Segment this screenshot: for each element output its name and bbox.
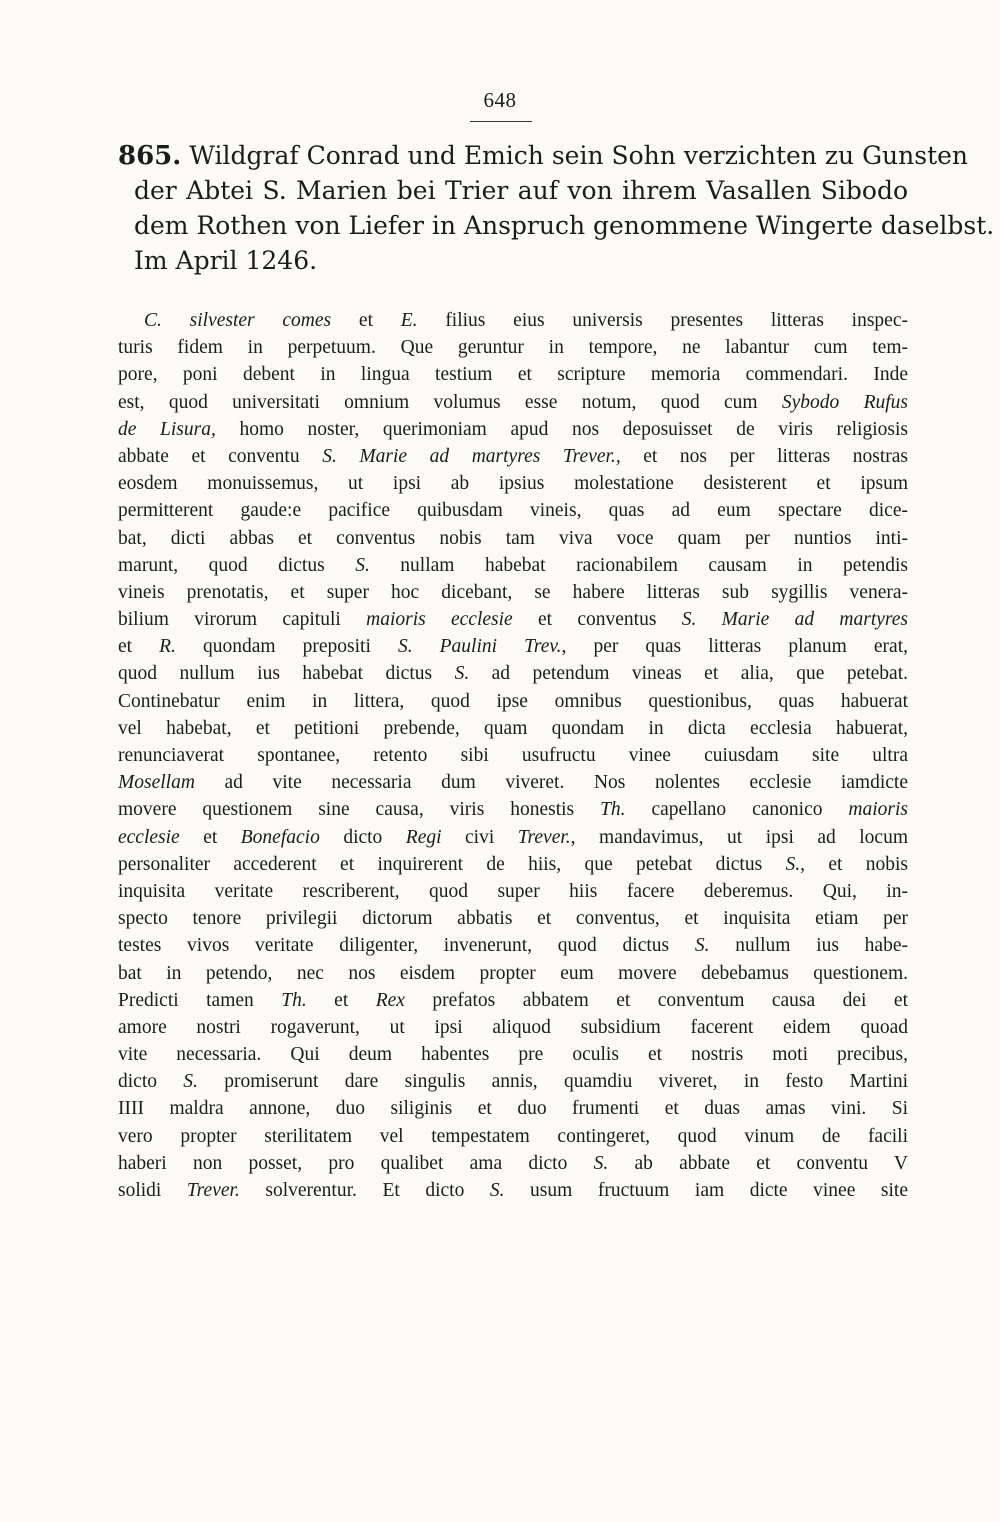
body-text-segment: civi [441, 826, 518, 848]
body-line [118, 715, 908, 742]
body-line [118, 932, 908, 959]
body-text-segment: Continebatur enim in littera, quod ipse omnibus questionibus, quas habuerat [118, 690, 908, 712]
italic-name: S. [694, 935, 710, 957]
body-text-segment: quod nullum ius habebat dictus [118, 663, 455, 685]
page-number-rule [470, 121, 532, 122]
body-line [118, 606, 908, 633]
body-line [118, 497, 908, 524]
body-line [118, 633, 908, 660]
body-text-segment: et [331, 310, 401, 331]
body-line [118, 987, 908, 1014]
body-text-segment: nullum ius habe- [709, 935, 908, 957]
body-text-segment: marunt, quod dictus [118, 554, 356, 576]
charter-heading [118, 138, 995, 278]
body-text-segment: solverentur. Et dicto [239, 1180, 490, 1201]
italic-name: R. [159, 636, 176, 658]
body-line [118, 960, 908, 987]
body-text-segment: usum fructuum iam dicte vinee site [504, 1180, 909, 1201]
italic-name: E. [400, 310, 418, 331]
body-line [118, 307, 908, 334]
italic-name: maioris [848, 799, 908, 821]
body-text-segment: movere questionem sine causa, viris honestis [118, 799, 601, 821]
body-text-segment: quondam prepositi [175, 636, 398, 658]
body-line [118, 1014, 908, 1041]
heading-line [118, 138, 969, 173]
body-text-segment: pore, poni debent in lingua testium et scripture memoria commendari. Inde [118, 364, 908, 386]
body-line [118, 552, 908, 579]
body-text-segment: bat in petendo, nec nos eisdem propter eum movere debebamus questionem. [118, 962, 908, 984]
body-text-segment: bat, dicti abbas et conventus nobis tam viva voce quam per nuntios inti- [118, 527, 908, 549]
body-line [118, 769, 908, 796]
italic-name: de Lisura, [118, 418, 216, 440]
body-line [118, 1123, 908, 1150]
body-text-segment: et [118, 636, 160, 658]
heading-text: Wildgraf Conrad und Emich sein Sohn verzichten zu Gunsten [189, 141, 969, 170]
italic-name: Trever. [517, 826, 571, 848]
italic-name: C. silvester comes [144, 310, 332, 331]
body-text-segment: renunciaverat spontanee, retento sibi usufructu vinee cuiusdam site ultra [118, 745, 908, 766]
body-text-segment: specto tenore privilegii dictorum abbatis et conventus, et inquisita etiam per [118, 908, 908, 930]
body-text-segment: est, quod universitati omnium volumus esse notum, quod cum [118, 391, 782, 413]
body-line [118, 334, 908, 361]
body-line [118, 525, 908, 552]
italic-name: Bonefacio [240, 826, 320, 848]
body-text-segment: vite necessaria. Qui deum habentes pre oculis et nostris moti precibus, [118, 1044, 908, 1066]
body-line [118, 905, 908, 932]
body-line [118, 1095, 908, 1122]
body-text-segment: capellano canonico [625, 799, 849, 821]
body-text-segment: vel habebat, et petitioni prebende, quam quondam in dicta ecclesia habuerat, [118, 717, 908, 739]
charter-date: Im April 1246. [134, 246, 318, 275]
body-text-segment: promiserunt dare singulis annis, quamdiu viveret, in festo Martini [197, 1071, 908, 1093]
body-line [118, 389, 908, 416]
body-text-segment: ad vite necessaria dum viveret. Nos nolentes ecclesie iamdicte [194, 772, 908, 794]
body-line [118, 796, 908, 823]
body-line [118, 416, 908, 443]
italic-name: S. [489, 1180, 505, 1201]
body-line [118, 579, 908, 606]
body-text-segment: , per quas litteras planum erat, [561, 636, 908, 658]
heading-line: der Abtei S. Marien bei Trier auf von ihrem Vasallen Sibodo [134, 176, 908, 205]
body-text-segment: abbate et conventu [118, 445, 323, 467]
body-text-segment: vero propter sterilitatem vel tempestatem contingeret, quod vinum de facili [118, 1125, 908, 1147]
italic-name: S. [355, 554, 370, 576]
body-line [118, 1177, 908, 1204]
body-text-segment: Predicti tamen [118, 989, 282, 1011]
charter-body [118, 307, 908, 1204]
body-text-segment: nullam habebat racionabilem causam in petendis [369, 554, 908, 576]
body-text-segment: et conventus [512, 609, 682, 631]
body-text-segment: permitterent gaude:e pacifice quibusdam vineis, quas ad eum spectare dice- [118, 500, 908, 522]
body-text-segment: haberi non posset, pro qualibet ama dicto [118, 1152, 594, 1174]
italic-name: S. Paulini Trev. [397, 636, 562, 658]
italic-name: S. [183, 1071, 198, 1093]
body-line [118, 1150, 908, 1177]
body-text-segment: eosdem monuissemus, ut ipsi ab ipsius molestatione desisterent et ipsum [118, 473, 908, 495]
body-text-segment: ad petendum vineas et alia, que petebat. [469, 663, 908, 685]
body-line [118, 443, 908, 470]
body-text-segment: turis fidem in perpetuum. Que geruntur in tempore, ne labantur cum tem- [118, 337, 908, 359]
italic-name: S. [785, 853, 801, 875]
body-line [118, 470, 908, 497]
body-text-segment: bilium virorum capituli [118, 609, 367, 631]
body-text-segment: , et nos per litteras nostras [615, 445, 908, 467]
italic-name: Sybodo Rufus [781, 391, 908, 413]
body-text-segment: ab abbate et conventu V [608, 1152, 908, 1174]
body-line [118, 878, 908, 905]
italic-name: maioris ecclesie [366, 609, 513, 631]
body-line [118, 742, 908, 769]
body-text-segment: dicto [319, 826, 406, 848]
body-line [118, 851, 908, 878]
italic-name: Rex [375, 989, 405, 1011]
italic-name: Th. [600, 799, 626, 821]
body-line [118, 361, 908, 388]
body-text-segment: vineis prenotatis, et super hoc dicebant, se habere litteras sub sygillis venera- [118, 581, 908, 603]
body-line [118, 688, 908, 715]
body-text-segment: IIII maldra annone, duo siliginis et duo frumenti et duas amas vini. Si [118, 1098, 908, 1120]
body-text-segment: amore nostri rogaverunt, ut ipsi aliquod subsidium facerent eidem quoad [118, 1016, 908, 1038]
italic-name: S. Marie ad martyres [681, 609, 908, 631]
body-text-segment: solidi [118, 1180, 187, 1201]
charter-number: 865. [118, 141, 182, 171]
body-text-segment: filius eius universis presentes litteras inspec- [417, 310, 908, 331]
italic-name: ecclesie [118, 826, 180, 848]
body-text-segment: , mandavimus, ut ipsi ad locum [570, 826, 908, 848]
body-line [118, 660, 908, 687]
page-number: 648 [483, 88, 517, 112]
italic-name: Mosellam [118, 772, 195, 794]
body-text-segment: , et nobis [800, 853, 908, 875]
body-line [118, 1068, 908, 1095]
body-text-segment: personaliter accederent et inquirerent de hiis, que petebat dictus [118, 853, 786, 875]
body-text-segment: et [306, 989, 376, 1011]
italic-name: S. [454, 663, 470, 685]
heading-line: dem Rothen von Liefer in Anspruch genommene Wingerte daselbst. [134, 211, 995, 240]
italic-name: S. [593, 1152, 609, 1174]
body-text-segment: homo noster, querimoniam apud nos deposuisset de viris religiosis [215, 418, 908, 440]
body-text-segment: prefatos abbatem et conventum causa dei et [404, 989, 908, 1011]
body-text-segment: dicto [118, 1071, 184, 1093]
italic-name: Trever. [186, 1180, 240, 1201]
body-line [118, 824, 908, 851]
italic-name: Regi [405, 826, 442, 848]
body-text-segment: testes vivos veritate diligenter, invenerunt, quod dictus [118, 935, 695, 957]
body-line [118, 1041, 908, 1068]
italic-name: S. Marie ad martyres Trever. [322, 445, 616, 467]
italic-name: Th. [281, 989, 307, 1011]
body-text-segment: et [179, 826, 241, 848]
body-text-segment: inquisita veritate rescriberent, quod super hiis facere deberemus. Qui, in- [118, 880, 908, 902]
